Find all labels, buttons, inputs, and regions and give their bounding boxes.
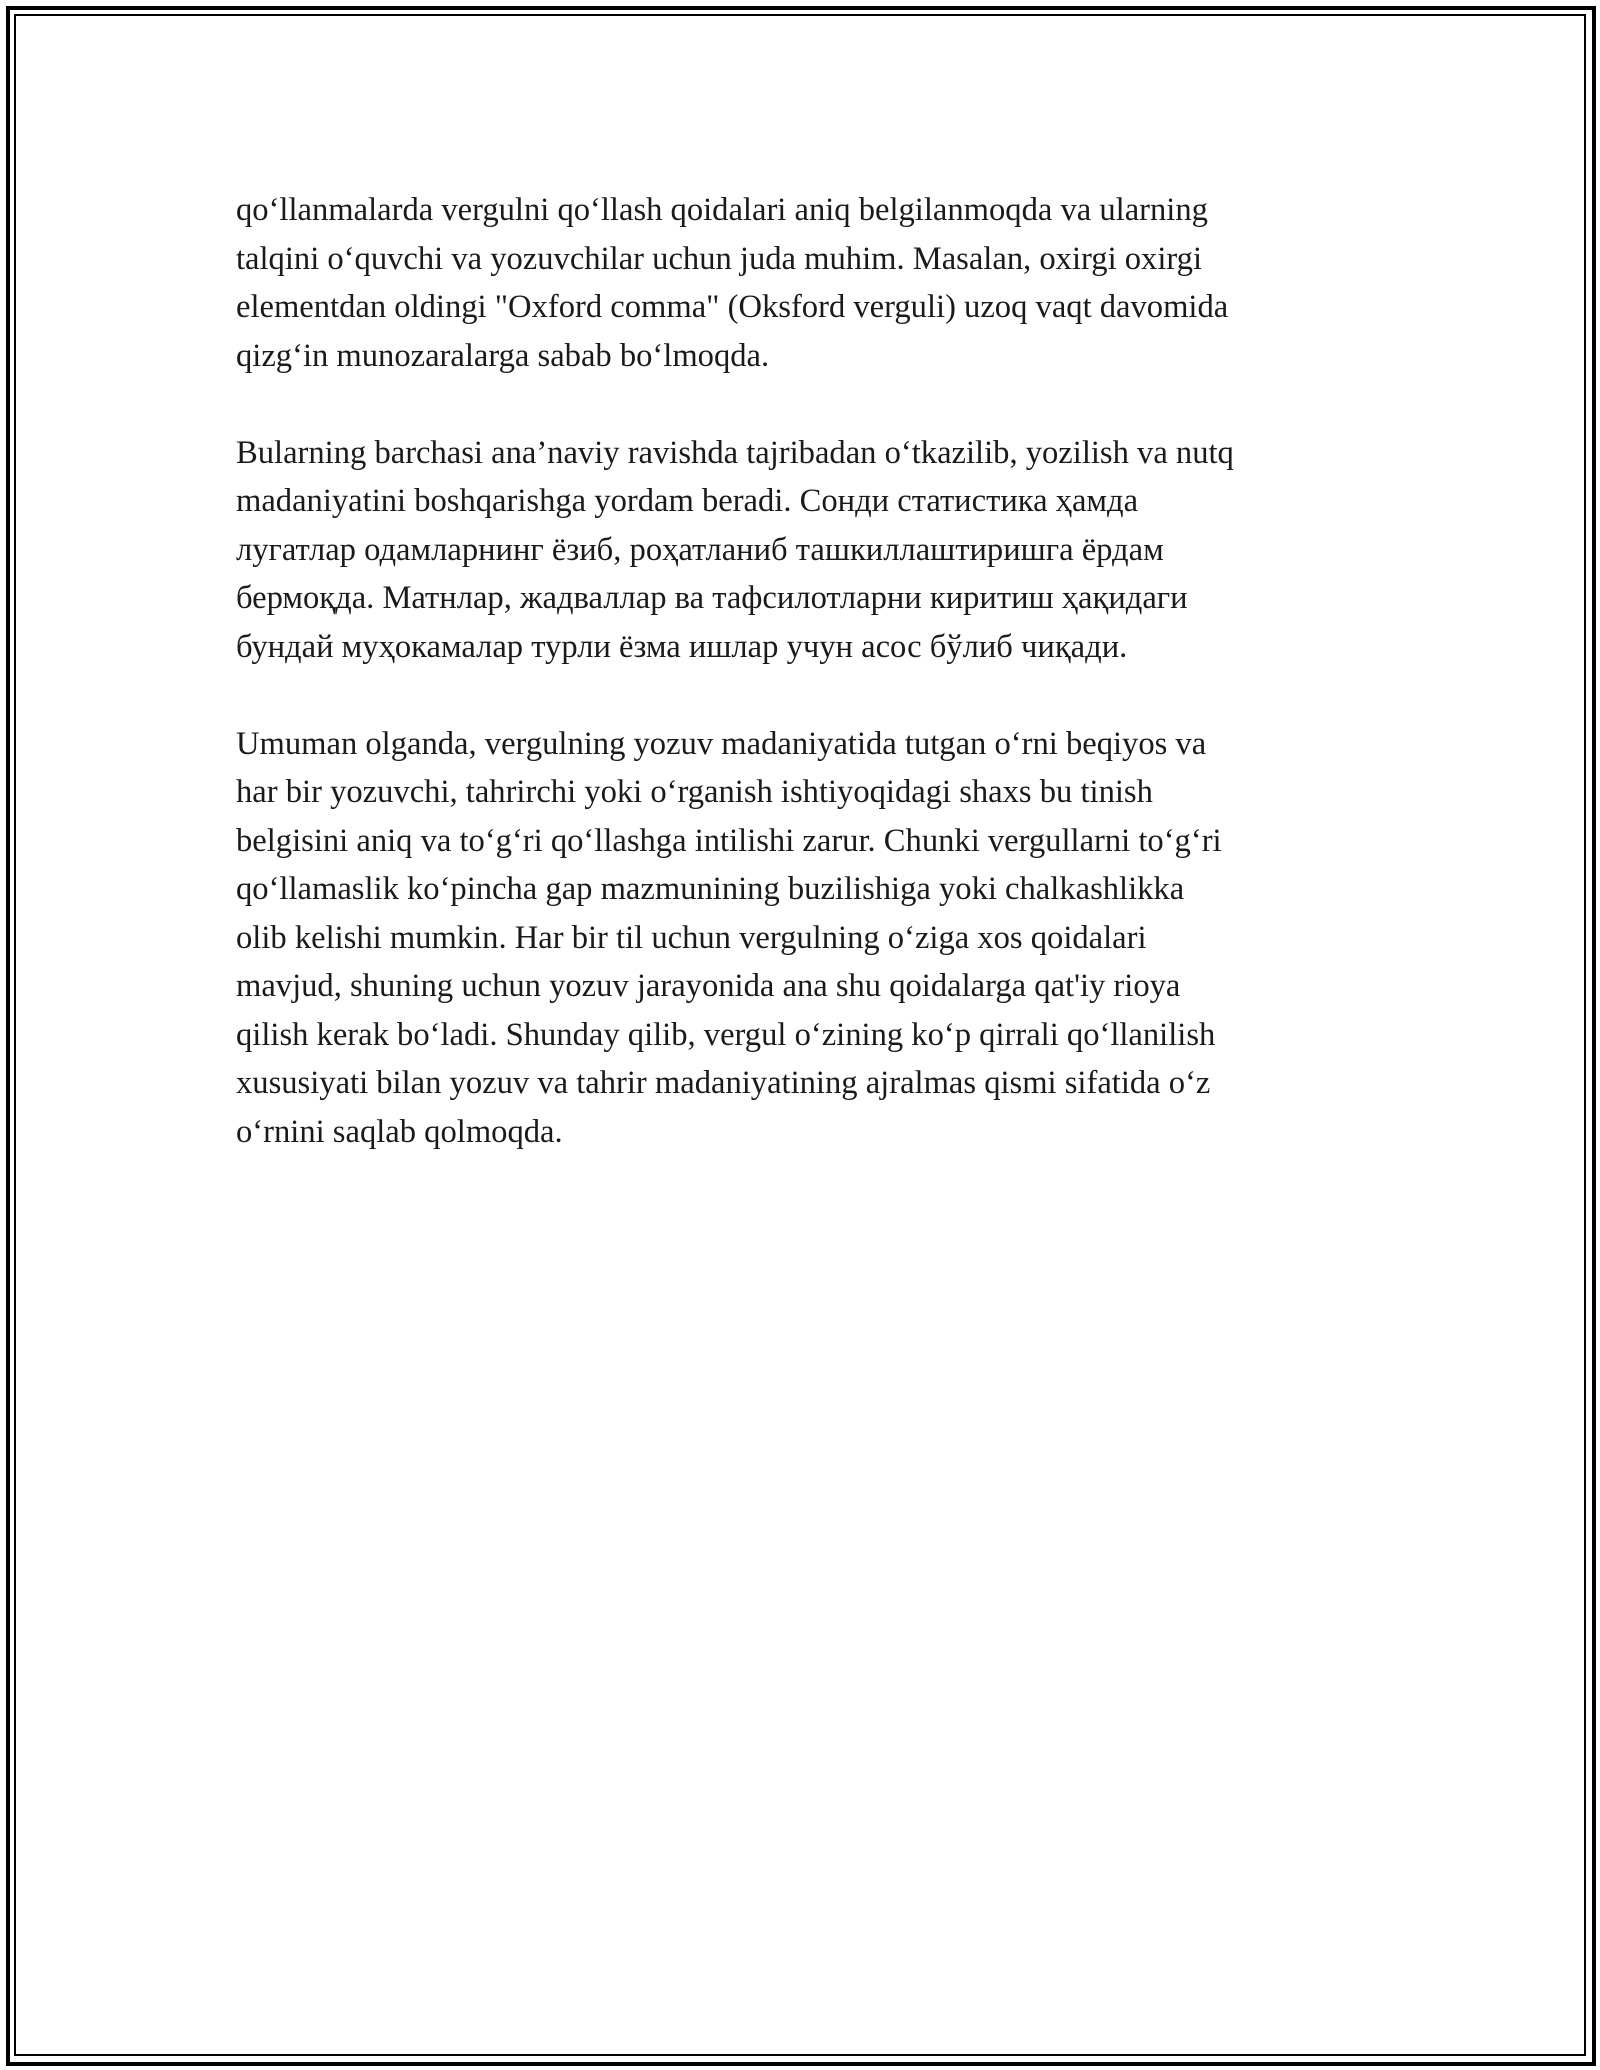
text-line: mavjud, shuning uchun yozuv jarayonida ana shu qoidalarga qat'iy rioya [236, 968, 1181, 1004]
text-line: qo‘llanmalarda vergulni qo‘llash qoidalari aniq belgilanmoqda va ularning [236, 192, 1208, 228]
text-line: лугатлар одамларнинг ёзиб, роҳатланиб ташкиллаштиришга ёрдам [236, 531, 1164, 568]
paragraph-3 [236, 720, 1366, 1157]
text-line: elementdan oldingi "Oxford comma" (Oksford verguli) uzoq vaqt davomida [236, 289, 1229, 325]
text-line: olib kelishi mumkin. Har bir til uchun vergulning o‘ziga xos qoidalari [236, 919, 1147, 956]
text-line: talqini o‘quvchi va yozuvchilar uchun juda muhim. Masalan, oxirgi oxirgi [236, 240, 1203, 277]
document-body [236, 186, 1366, 1205]
text-line: qilish kerak bo‘ladi. Shunday qilib, vergul o‘zining ko‘p qirrali qo‘llanilish [236, 1016, 1216, 1053]
paragraph-1 [236, 186, 1366, 380]
text-line: qo‘llamaslik ko‘pincha gap mazmunining buzilishiga yoki chalkashlikka [236, 871, 1185, 907]
paragraph-2 [236, 429, 1366, 672]
text-line: o‘rnini saqlab qolmoqda. [236, 1113, 563, 1150]
text-line: madaniyatini boshqarishga yordam beradi. Сонди статистика ҳамда [236, 483, 1139, 519]
text-line: har bir yozuvchi, tahrirchi yoki o‘rganish ishtiyoqidagi shaxs bu tinish [236, 774, 1153, 810]
text-line: belgisini aniq va to‘g‘ri qo‘llashga intilishi zarur. Chunki vergullarni to‘g‘ri [236, 822, 1222, 859]
text-line: бермоқда. Матнлар, жадваллар ва тафсилотларни киритиш ҳақидаги [236, 580, 1188, 616]
text-line: xususiyati bilan yozuv va tahrir madaniyatining ajralmas qismi sifatida o‘z [236, 1065, 1211, 1101]
text-line: Bularning barchasi ana’naviy ravishda tajribadan o‘tkazilib, yozilish va nutq [236, 434, 1234, 471]
text-line: бундай муҳокамалар турли ёзма ишлар учун асос бўлиб чиқади. [236, 628, 1128, 665]
text-line: Umuman olganda, vergulning yozuv madaniyatida tutgan o‘rni beqiyos va [236, 725, 1207, 762]
text-line: qizg‘in munozaralarga sabab bo‘lmoqda. [236, 337, 770, 374]
